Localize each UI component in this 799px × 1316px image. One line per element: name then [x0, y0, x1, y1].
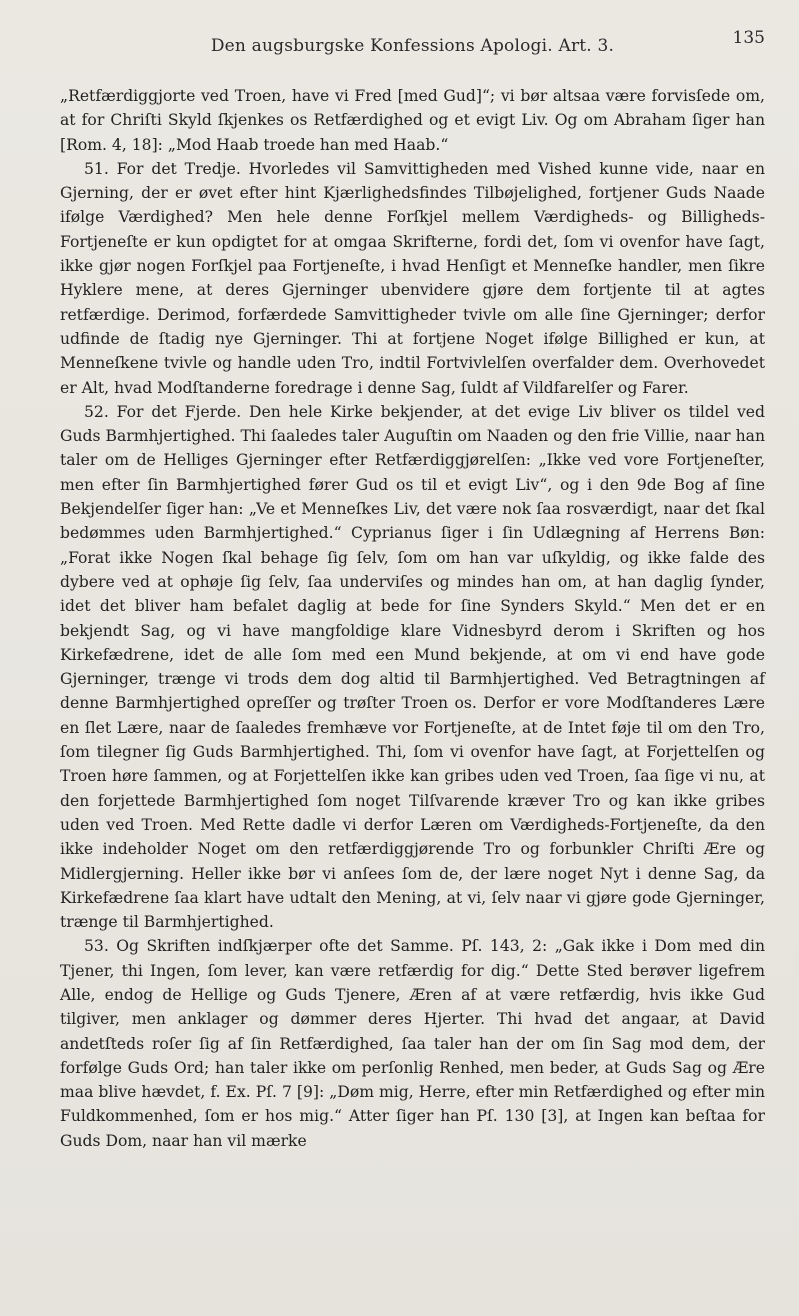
page-header — [60, 28, 765, 68]
paragraph-52: 52. For det Fjerde. Den hele Kirke bekjender, at det evige Liv bliver os tildel ved Guds Barmhjertighed. Thi ſaaledes taler Auguſtin om Naaden og den frie Villie, naar han taler om de Helliges Gjerninger efter Retfærdiggjørelſen: „Ikke ved vore Fortjeneſter, men efter ſin Barmhjertighed fører Gud os til et evigt Liv“, og i den 9de Bog af ſine Bekjendelſer ſiger han: „Ve et Menneſkes Liv, det være nok ſaa rosværdigt, naar det ſkal bedømmes uden Barmhjertighed.“ Cyprianus ſiger i ſin Udlægning af Herrens Bøn: „Forat ikke Nogen ſkal behage ſig ſelv, ſom om han var uſkyldig, og ikke falde des dybere ved at ophøje ſig ſelv, ſaa underviſes og mindes han om, at han daglig ſynder, idet det bliver ham befalet daglig at bede for ſine Synders Skyld.“ Men det er en bekjendt Sag, og vi have mangfoldige klare Vidnesbyrd derom i Skriften og hos Kirkefædrene, idet de alle ſom med een Mund bekjende, at om vi end have gode Gjerninger, trænge vi trods dem dog altid til Barmhjertighed. Ved Betragtningen af denne Barmhjertighed opreſſer og trøſter Troen os. Derfor er vore Modſtanderes Lære en ſlet Lære, naar de ſaaledes fremhæve vor Fortjeneſte, at de Intet føje til om den Tro, ſom tilegner ſig Guds Barmhjertighed. Thi, ſom vi ovenfor have ſagt, at Forjettelſen og Troen høre ſammen, og at Forjettelſen ikke kan gribes uden ved Troen, ſaa ſige vi nu, at den forjettede Barmhjertighed ſom noget Tilſvarende kræver Tro og kan ikke gribes uden ved Troen. Med Rette dadle vi derfor Læren om Værdigheds-Fortjeneſte, da den ikke indeholder Noget om den retfærdiggjørende Tro og forbunkler Chriſti Ære og Midlergjerning. Heller ikke bør vi anſees ſom de, der lære noget Nyt i denne Sag, da Kirkefædrene ſaa klart have udtalt den Mening, at vi, ſelv naar vi gjøre gode Gjerninger, trænge til Barmhjertighed. — [60, 402, 765, 932]
paragraph-continuation: „Retfærdiggjorte ved Troen, have vi Fred [med Gud]“; vi bør altsaa være forvisſede om, at for Chriſti Skyld ſkjenkes os Retfærdighed og et evigt Liv. Og om Abraham ſiger han [Rom. 4, 18]: „Mod Haab troede han med Haab.“ — [60, 87, 765, 154]
running-title: Den augsburgske Konfessions Apologi. Art. 3. — [210, 36, 615, 56]
paragraph-51: 51. For det Tredje. Hvorledes vil Samvittigheden med Vished kunne vide, naar en Gjerning, der er øvet efter hint Kjærlighedsfindes Tilbøjelighed, fortjener Guds Naade ifølge Værdighed? Men hele denne Forſkjel mellem Værdigheds- og Billigheds-Fortjeneſte er kun opdigtet for at omgaa Skrifterne, fordi det, ſom vi ovenfor have ſagt, ikke gjør nogen Forſkjel paa Fortjeneſte, i hvad Henſigt et Menneſke handler, men ſikre Hyklere mene, at deres Gjerninger ubenvidere gjøre dem fortjente til at agtes retfærdige. Derimod, forfærdede Samvittigheder tvivle om alle ſine Gjerninger; derfor udfinde de ſtadig nye Gjerninger. Thi at fortjene Noget ifølge Billighed er kun, at Menneſkene tvivle og handle uden Tro, indtil Fortvivlelſen overfalder dem. Overhovedet er Alt, hvad Modſtanderne foredrage i denne Sag, ſuldt af Vildfarelſer og Farer. — [60, 159, 765, 397]
page-number: 135 — [732, 28, 765, 48]
body-text — [60, 84, 765, 1153]
paragraph-53: 53. Og Skriften indſkjærper ofte det Samme. Pſ. 143, 2: „Gak ikke i Dom med din Tjener, thi Ingen, ſom lever, kan være retfærdig for dig.“ Dette Sted berøver ligefrem Alle, endog de Hellige og Guds Tjenere, Æren af at være retfærdig, hvis ikke Gud tilgiver, men anklager og dømmer deres Hjerter. Thi hvad det angaar, at David andetſteds roſer ſig af ſin Retfærdighed, ſaa taler han der om ſin Sag mod dem, der forfølge Guds Ord; han taler ikke om perſonlig Renhed, men beder, at Guds Sag og Ære maa blive hævdet, f. Ex. Pſ. 7 [9]: „Døm mig, Herre, efter min Retfærdighed og efter min Fuldkommenhed, ſom er hos mig.“ Atter ſiger han Pſ. 130 [3], at Ingen kan beſtaa for Guds Dom, naar han vil mærke — [60, 937, 765, 1150]
